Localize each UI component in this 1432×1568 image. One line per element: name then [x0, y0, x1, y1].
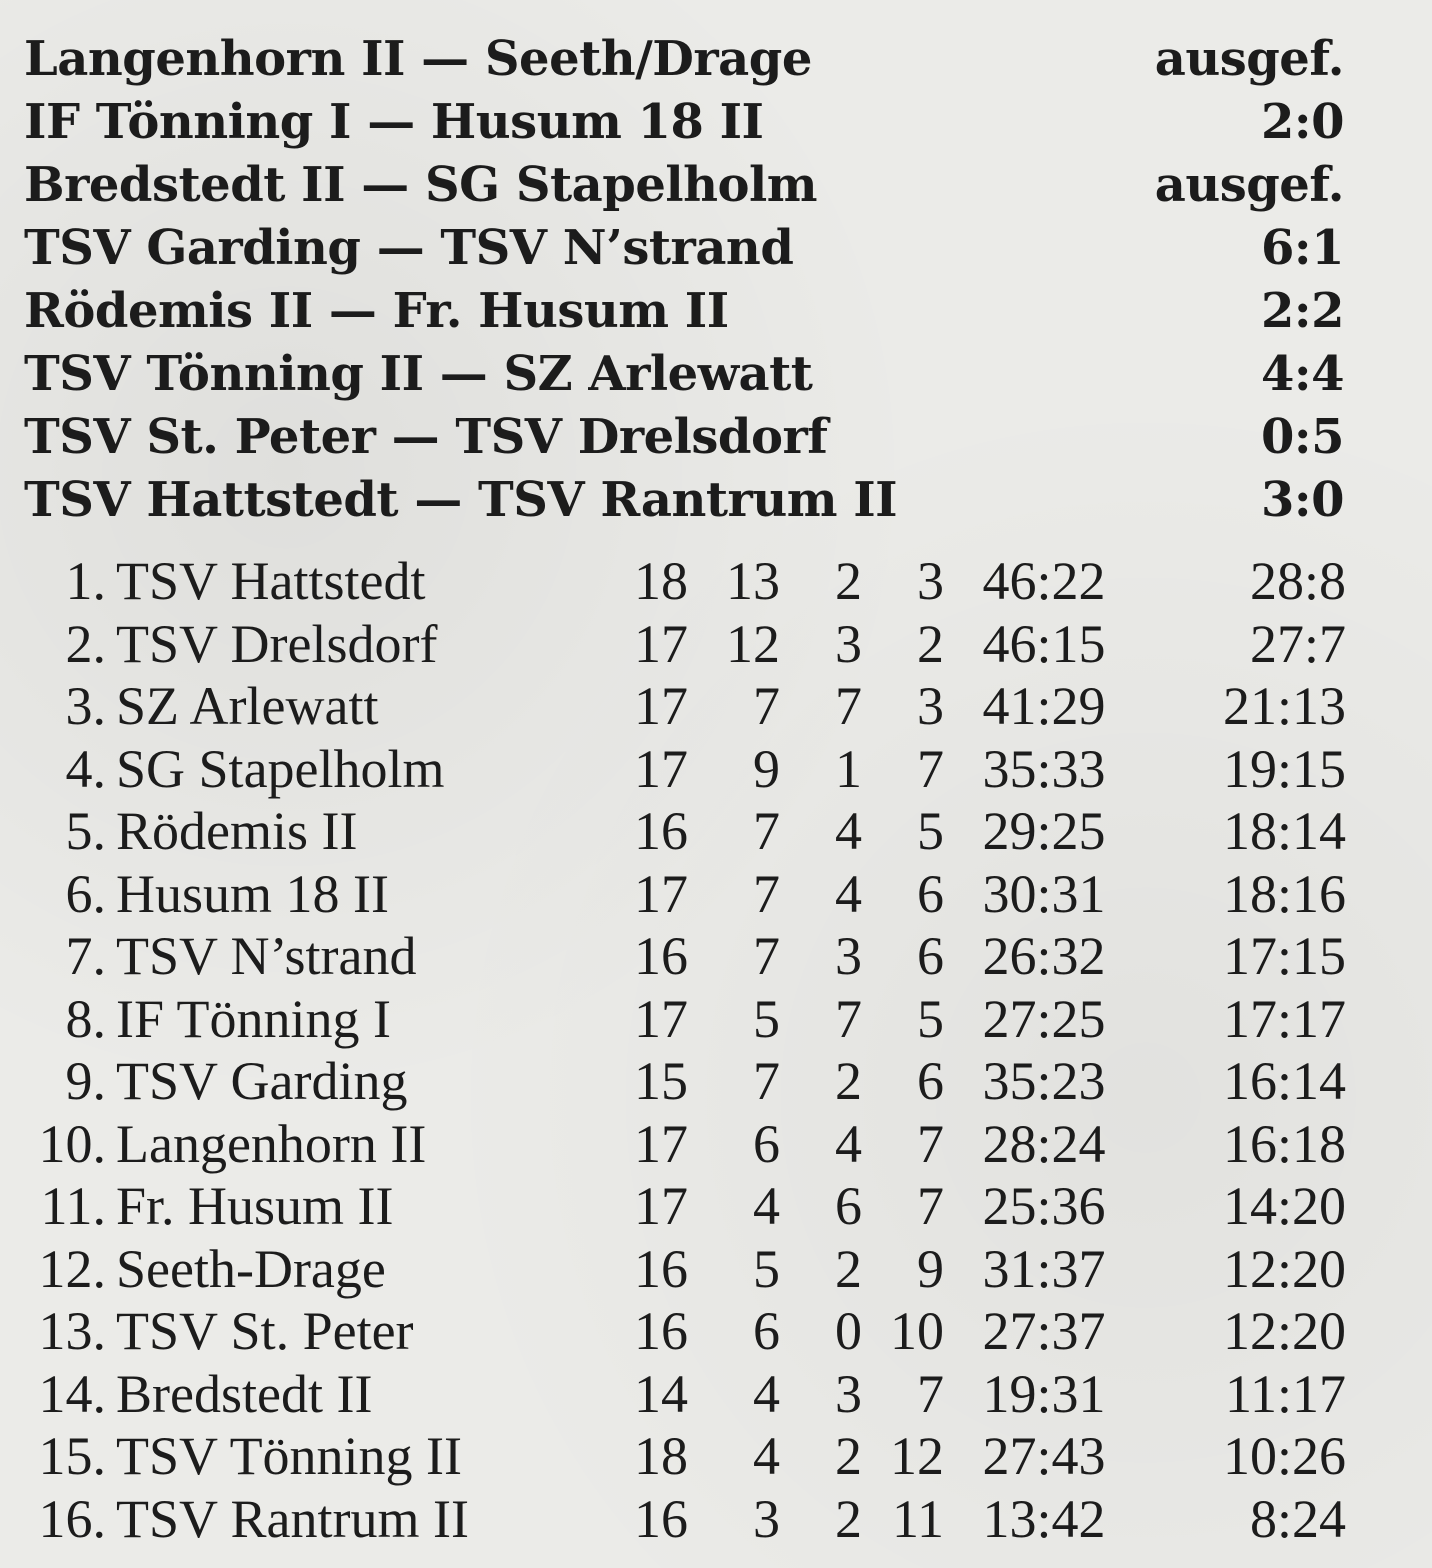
games-lost: 7	[917, 1363, 944, 1424]
games-played: 16	[634, 1488, 688, 1549]
team-name: TSV N’strand	[116, 926, 417, 986]
match-pairing	[24, 469, 897, 532]
games-drawn: 4	[835, 801, 862, 861]
games-lost: 11	[892, 1488, 944, 1549]
standings-row	[10, 1113, 1350, 1176]
match-result-row	[24, 217, 1344, 280]
games-drawn: 3	[835, 926, 862, 986]
games-played: 16	[634, 1301, 688, 1361]
games-drawn: 2	[835, 1051, 862, 1111]
away-team: Seeth/Drage	[484, 31, 812, 87]
away-team: TSV N’strand	[440, 220, 794, 276]
home-team: Rödemis II	[24, 283, 313, 339]
match-pairing	[24, 343, 812, 406]
team-name: Husum 18 II	[116, 863, 389, 924]
games-won: 3	[753, 1488, 780, 1549]
home-team: TSV Tönning II	[24, 346, 424, 402]
games-drawn: 6	[835, 1176, 862, 1236]
team-name: Seeth-Drage	[116, 1238, 386, 1299]
away-team: Fr. Husum II	[392, 283, 729, 339]
away-team: TSV Rantrum II	[478, 472, 898, 528]
games-won: 6	[753, 1301, 780, 1361]
rank: 13.	[38, 1301, 106, 1361]
games-played: 15	[634, 1051, 688, 1111]
games-lost: 6	[917, 1051, 944, 1111]
games-lost: 12	[890, 1426, 944, 1486]
games-lost: 6	[917, 926, 944, 986]
points-ratio: 11:17	[1225, 1363, 1346, 1424]
games-drawn: 2	[835, 1426, 862, 1486]
games-won: 5	[753, 1238, 780, 1299]
points-ratio: 8:24	[1249, 1488, 1346, 1549]
games-played: 17	[634, 1176, 688, 1236]
goal-ratio: 19:31	[982, 1363, 1106, 1424]
points-ratio: 18:16	[1222, 863, 1346, 924]
games-played: 17	[634, 738, 688, 799]
games-played: 16	[634, 1238, 688, 1299]
standings-row	[10, 613, 1350, 676]
games-played: 17	[634, 1113, 688, 1174]
games-won: 13	[726, 551, 780, 611]
games-won: 6	[753, 1113, 780, 1174]
points-ratio: 12:20	[1222, 1301, 1346, 1361]
match-score: 3:0	[1260, 472, 1344, 528]
goal-ratio: 25:36	[982, 1176, 1106, 1236]
match-score: ausgef.	[1154, 31, 1344, 87]
standings-row	[10, 925, 1350, 988]
goal-ratio: 35:23	[982, 1051, 1106, 1111]
match-pairing	[24, 154, 817, 217]
games-played: 18	[634, 1426, 688, 1486]
games-played: 17	[634, 613, 688, 674]
games-lost: 6	[917, 863, 944, 924]
points-ratio: 21:13	[1222, 676, 1346, 736]
goal-ratio: 31:37	[982, 1238, 1106, 1299]
games-drawn: 2	[835, 1238, 862, 1299]
home-team: TSV Garding	[24, 220, 361, 276]
points-ratio: 19:15	[1222, 738, 1346, 799]
goal-ratio: 27:37	[982, 1301, 1106, 1361]
home-team: TSV Hattstedt	[24, 472, 399, 528]
away-team: TSV Drelsdorf	[455, 409, 828, 465]
rank: 7.	[65, 926, 106, 986]
standings-row	[10, 1488, 1350, 1551]
games-played: 17	[634, 676, 688, 736]
team-name: TSV Tönning II	[116, 1426, 463, 1486]
standings-row	[10, 675, 1350, 738]
games-won: 5	[753, 988, 780, 1049]
match-score: 4:4	[1260, 346, 1344, 402]
rank: 5.	[65, 801, 106, 861]
rank: 4.	[65, 738, 106, 799]
standings-row	[10, 863, 1350, 926]
standings-row	[10, 988, 1350, 1051]
rank: 16.	[38, 1488, 106, 1549]
games-drawn: 2	[835, 1488, 862, 1549]
games-won: 7	[753, 1051, 780, 1111]
points-ratio: 16:18	[1222, 1113, 1346, 1174]
home-team: IF Tönning I	[24, 94, 351, 150]
points-ratio: 10:26	[1222, 1426, 1346, 1486]
match-separator: —	[312, 283, 393, 339]
goal-ratio: 28:24	[982, 1113, 1106, 1174]
goal-ratio: 27:25	[982, 988, 1106, 1049]
goal-ratio: 26:32	[982, 926, 1106, 986]
games-drawn: 0	[835, 1301, 862, 1361]
goal-ratio: 46:15	[982, 613, 1106, 674]
team-name: Rödemis II	[116, 801, 358, 861]
games-lost: 7	[917, 1113, 944, 1174]
games-won: 7	[753, 676, 780, 736]
games-drawn: 4	[835, 863, 862, 924]
games-won: 12	[726, 613, 780, 674]
rank: 15.	[38, 1426, 106, 1486]
team-name: IF Tönning I	[116, 988, 392, 1049]
team-name: TSV St. Peter	[116, 1301, 414, 1361]
points-ratio: 16:14	[1222, 1051, 1346, 1111]
match-score: 0:5	[1260, 409, 1344, 465]
match-separator: —	[345, 157, 425, 213]
match-separator: —	[375, 409, 456, 465]
games-drawn: 7	[835, 676, 862, 736]
match-score: 2:0	[1260, 94, 1344, 150]
games-drawn: 7	[835, 988, 862, 1049]
rank: 11.	[40, 1176, 106, 1236]
team-name: Langenhorn II	[116, 1113, 427, 1174]
match-pairing	[24, 406, 827, 469]
match-separator: —	[423, 346, 504, 402]
games-won: 7	[753, 801, 780, 861]
match-score: 2:2	[1260, 283, 1344, 339]
points-ratio: 27:7	[1249, 613, 1346, 674]
standings-row	[10, 1238, 1350, 1301]
match-result-row	[24, 343, 1344, 406]
rank: 10.	[38, 1113, 106, 1174]
team-name: TSV Hattstedt	[116, 551, 426, 611]
standings-row	[10, 738, 1350, 801]
points-ratio: 17:15	[1222, 926, 1346, 986]
standings-row	[10, 1425, 1350, 1488]
games-played: 17	[634, 988, 688, 1049]
match-results	[24, 28, 1344, 532]
goal-ratio: 27:43	[982, 1426, 1106, 1486]
match-pairing	[24, 217, 793, 280]
games-lost: 9	[917, 1238, 944, 1299]
goal-ratio: 29:25	[982, 801, 1106, 861]
goal-ratio: 30:31	[982, 863, 1106, 924]
games-played: 14	[634, 1363, 688, 1424]
rank: 6.	[65, 863, 106, 924]
match-separator: —	[404, 31, 485, 87]
points-ratio: 14:20	[1222, 1176, 1346, 1236]
rank: 2.	[65, 613, 106, 674]
team-name: SZ Arlewatt	[116, 676, 379, 736]
team-name: Bredstedt II	[116, 1363, 373, 1424]
match-pairing	[24, 91, 764, 154]
match-separator: —	[360, 220, 441, 276]
standings-table	[10, 550, 1350, 1550]
goal-ratio: 13:42	[982, 1488, 1106, 1549]
games-played: 17	[634, 863, 688, 924]
away-team: Husum 18 II	[430, 94, 764, 150]
rank: 8.	[65, 988, 106, 1049]
match-separator: —	[351, 94, 431, 150]
games-won: 4	[753, 1363, 780, 1424]
games-lost: 7	[917, 738, 944, 799]
standings-row	[10, 1175, 1350, 1238]
games-played: 18	[634, 551, 688, 611]
match-result-row	[24, 28, 1344, 91]
match-score: ausgef.	[1154, 157, 1344, 213]
match-score: 6:1	[1260, 220, 1344, 276]
points-ratio: 28:8	[1249, 551, 1346, 611]
goal-ratio: 35:33	[982, 738, 1106, 799]
match-result-row	[24, 154, 1344, 217]
games-won: 9	[753, 738, 780, 799]
away-team: SZ Arlewatt	[503, 346, 813, 402]
games-drawn: 3	[835, 1363, 862, 1424]
team-name: TSV Rantrum II	[116, 1488, 469, 1549]
team-name: Fr. Husum II	[116, 1176, 394, 1236]
games-drawn: 4	[835, 1113, 862, 1174]
team-name: TSV Garding	[116, 1051, 408, 1111]
games-lost: 5	[917, 988, 944, 1049]
rank: 14.	[38, 1363, 106, 1424]
rank: 3.	[65, 676, 106, 736]
games-won: 7	[753, 863, 780, 924]
standings-row	[10, 550, 1350, 613]
rank: 9.	[65, 1051, 106, 1111]
team-name: TSV Drelsdorf	[116, 613, 438, 674]
standings-row	[10, 800, 1350, 863]
games-played: 16	[634, 801, 688, 861]
match-result-row	[24, 280, 1344, 343]
team-name: SG Stapelholm	[116, 738, 445, 799]
games-drawn: 3	[835, 613, 862, 674]
standings-row	[10, 1050, 1350, 1113]
games-won: 4	[753, 1176, 780, 1236]
match-separator: —	[398, 472, 479, 528]
rank: 12.	[38, 1238, 106, 1299]
games-lost: 2	[917, 613, 944, 674]
match-pairing	[24, 28, 812, 91]
match-result-row	[24, 469, 1344, 532]
games-won: 7	[753, 926, 780, 986]
goal-ratio: 46:22	[982, 551, 1106, 611]
games-won: 4	[753, 1426, 780, 1486]
home-team: TSV St. Peter	[24, 409, 376, 465]
rank: 1.	[65, 551, 106, 611]
games-played: 16	[634, 926, 688, 986]
goal-ratio: 41:29	[982, 676, 1106, 736]
home-team: Bredstedt II	[24, 157, 346, 213]
games-lost: 3	[917, 676, 944, 736]
games-lost: 7	[917, 1176, 944, 1236]
match-result-row	[24, 91, 1344, 154]
home-team: Langenhorn II	[24, 31, 405, 87]
away-team: SG Stapelholm	[424, 157, 818, 213]
match-result-row	[24, 406, 1344, 469]
standings-row	[10, 1300, 1350, 1363]
points-ratio: 12:20	[1222, 1238, 1346, 1299]
games-drawn: 1	[835, 738, 862, 799]
games-lost: 5	[917, 801, 944, 861]
standings-row	[10, 1363, 1350, 1426]
games-lost: 10	[890, 1301, 944, 1361]
games-lost: 3	[917, 551, 944, 611]
points-ratio: 18:14	[1222, 801, 1346, 861]
points-ratio: 17:17	[1222, 988, 1346, 1049]
games-drawn: 2	[835, 551, 862, 611]
match-pairing	[24, 280, 729, 343]
